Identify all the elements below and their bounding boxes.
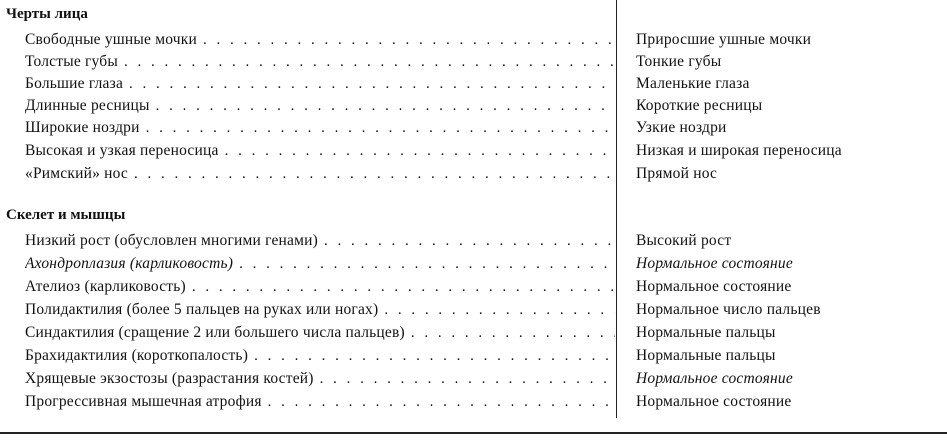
- table-row: [0, 232, 947, 254]
- dominant-trait: «Римский» нос: [25, 165, 129, 182]
- recessive-trait: Узкие ноздри: [636, 119, 727, 136]
- dominant-cell: [25, 53, 615, 75]
- recessive-trait: Нормальное состояние: [636, 255, 793, 272]
- dot-leader: [124, 54, 615, 71]
- dot-leader: [225, 143, 615, 160]
- dominant-cell: [25, 255, 615, 277]
- dominant-cell: [25, 142, 615, 164]
- dominant-trait: Высокая и узкая переносица: [25, 142, 219, 159]
- recessive-trait: Нормальное состояние: [636, 370, 793, 387]
- table-row: [0, 97, 947, 119]
- table-row: [0, 142, 947, 164]
- dot-leader: [129, 76, 615, 93]
- dot-leader: [156, 98, 615, 115]
- recessive-trait: Прямой нос: [636, 165, 718, 182]
- dominant-trait: Длинные ресницы: [25, 97, 150, 114]
- dominant-cell: [25, 301, 615, 323]
- recessive-trait: Нормальное состояние: [636, 278, 792, 295]
- table-row: [0, 53, 947, 75]
- table-bottom-rule: [0, 432, 947, 434]
- dominant-cell: [25, 97, 615, 119]
- dot-leader: [384, 302, 615, 319]
- dominant-cell: [25, 324, 615, 346]
- table-row: [0, 165, 947, 187]
- table-row: [0, 75, 947, 97]
- dot-leader: [411, 325, 615, 342]
- dominant-cell: [25, 370, 615, 392]
- dot-leader: [254, 348, 615, 365]
- dot-leader: [268, 394, 615, 411]
- dominant-trait: Свободные ушные мочки: [25, 31, 197, 48]
- dominant-trait: Широкие ноздри: [25, 119, 140, 136]
- table-row: [0, 119, 947, 141]
- dominant-trait: Низкий рост (обусловлен многими генами): [25, 232, 318, 249]
- dominant-trait: Ателиоз (карликовость): [25, 278, 186, 295]
- recessive-trait: Тонкие губы: [636, 53, 722, 70]
- dot-leader: [146, 120, 615, 137]
- dominant-cell: [25, 232, 615, 254]
- recessive-trait: Нормальное число пальцев: [636, 301, 821, 318]
- column-divider: [616, 0, 617, 418]
- dominant-trait: Толстые губы: [25, 53, 119, 70]
- table-row: [0, 301, 947, 323]
- recessive-trait: Нормальные пальцы: [636, 324, 776, 341]
- recessive-trait: Высокий рост: [636, 232, 732, 249]
- dominant-trait: Ахондроплазия (карликовость): [25, 255, 234, 272]
- table-row: [0, 278, 947, 300]
- dominant-cell: [25, 393, 615, 415]
- dominant-cell: [25, 278, 615, 300]
- dot-leader: [203, 32, 615, 49]
- table-row: [0, 255, 947, 277]
- dominant-cell: [25, 31, 615, 53]
- table-row: [0, 324, 947, 346]
- dominant-trait: Синдактилия (сращение 2 или большего числа пальцев): [25, 324, 405, 341]
- table-row: [0, 370, 947, 392]
- recessive-trait: Низкая и широкая переносица: [636, 142, 842, 159]
- recessive-trait: Нормальные пальцы: [636, 347, 776, 364]
- dominant-cell: [25, 165, 615, 187]
- table-row: [0, 31, 947, 53]
- dominant-cell: [25, 347, 615, 369]
- recessive-trait: Короткие ресницы: [636, 97, 763, 114]
- dominant-cell: [25, 75, 615, 97]
- dominant-trait: Брахидактилия (короткопалость): [25, 347, 249, 364]
- dominant-trait: Хрящевые экзостозы (разрастания костей): [25, 370, 314, 387]
- dominant-trait: Полидактилия (более 5 пальцев на руках или ногах): [25, 301, 379, 318]
- recessive-trait: Нормальное состояние: [636, 393, 792, 410]
- dominant-cell: [25, 119, 615, 141]
- dot-leader: [134, 166, 615, 183]
- dot-leader: [239, 256, 615, 273]
- dot-leader: [324, 233, 615, 250]
- dot-leader: [192, 279, 615, 296]
- section-heading-skeleton-muscles: Скелет и мышцы: [6, 207, 126, 223]
- table-row: [0, 347, 947, 369]
- dot-leader: [320, 371, 615, 388]
- table-row: [0, 393, 947, 415]
- recessive-trait: Приросшие ушные мочки: [636, 31, 812, 48]
- dominant-trait: Прогрессивная мышечная атрофия: [25, 393, 262, 410]
- dominant-trait: Большие глаза: [25, 75, 124, 92]
- section-heading-facial-features: Черты лица: [6, 6, 88, 22]
- recessive-trait: Маленькие глаза: [636, 75, 750, 92]
